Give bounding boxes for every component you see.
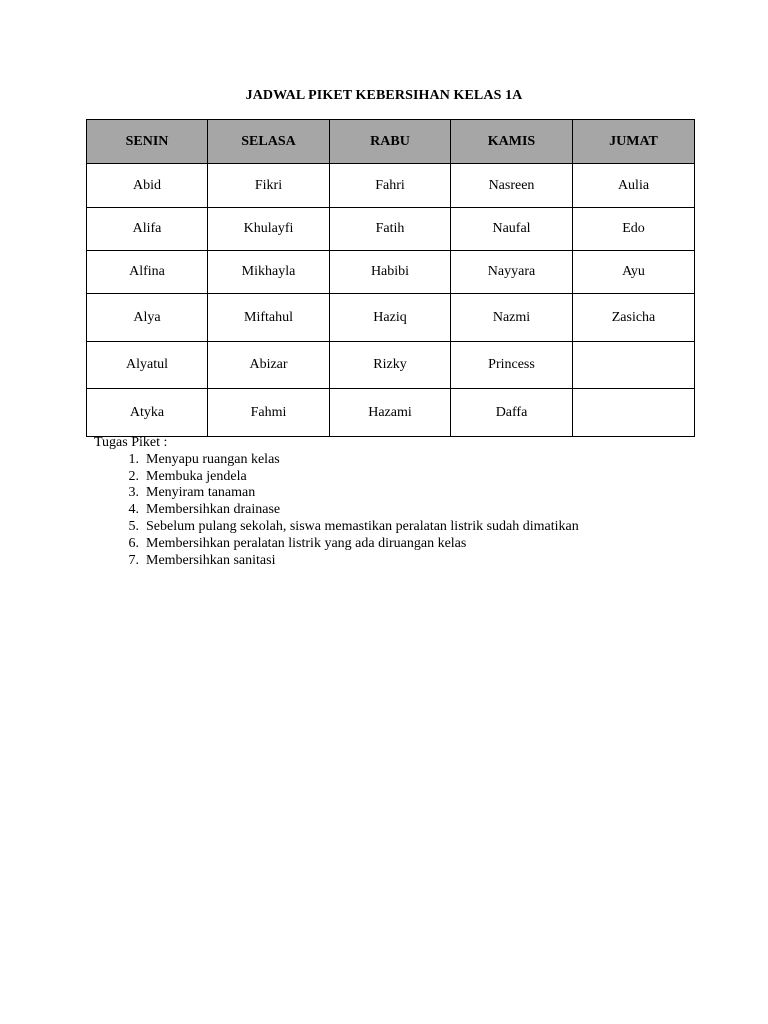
table-cell: Nazmi: [451, 294, 573, 342]
list-item: [94, 536, 734, 553]
list-item-number: 5.: [128, 518, 139, 534]
table-cell: Edo: [573, 208, 695, 251]
list-item-text: Membersihkan sanitasi: [146, 552, 276, 568]
table-cell: Hazami: [330, 389, 451, 437]
table-cell: Fahmi: [208, 389, 330, 437]
document-title: JADWAL PIKET KEBERSIHAN KELAS 1A: [245, 88, 523, 103]
table-cell: Khulayfi: [208, 208, 330, 251]
header-selasa: SELASA: [208, 120, 330, 164]
table-cell: Daffa: [451, 389, 573, 437]
table-cell: Alifa: [87, 208, 208, 251]
list-item-number: 6.: [128, 535, 139, 551]
table-cell: Nayyara: [451, 251, 573, 294]
list-item: [94, 485, 734, 502]
table-row: [87, 342, 695, 389]
list-item: [94, 553, 734, 570]
table-cell: Mikhayla: [208, 251, 330, 294]
list-item-text: Membuka jendela: [146, 468, 247, 484]
header-rabu: RABU: [330, 120, 451, 164]
list-item-text: Membersihkan drainase: [146, 502, 281, 518]
table-cell: Haziq: [330, 294, 451, 342]
list-item-text: Menyapu ruangan kelas: [146, 451, 280, 467]
table-cell: Abizar: [208, 342, 330, 389]
list-item-number: 1.: [128, 451, 139, 467]
list-item-number: 2.: [128, 468, 139, 484]
table-row: [87, 208, 695, 251]
table-row: [87, 164, 695, 208]
list-item: [94, 502, 734, 519]
schedule-header-row: [87, 120, 695, 164]
duties-label: Tugas Piket :: [94, 435, 168, 450]
table-cell: Atyka: [87, 389, 208, 437]
list-item-text: Membersihkan peralatan listrik yang ada diruangan kelas: [146, 535, 467, 551]
table-cell: Fikri: [208, 164, 330, 208]
list-item: [94, 519, 734, 536]
table-cell: Alyatul: [87, 342, 208, 389]
list-item: [94, 452, 734, 469]
table-cell: Miftahul: [208, 294, 330, 342]
list-item-text: Menyiram tanaman: [146, 485, 256, 501]
table-cell: Alfina: [87, 251, 208, 294]
table-cell: Zasicha: [573, 294, 695, 342]
list-item: [94, 469, 734, 486]
header-kamis: KAMIS: [451, 120, 573, 164]
table-cell: Princess: [451, 342, 573, 389]
table-row: [87, 389, 695, 437]
table-cell: Ayu: [573, 251, 695, 294]
table-cell: Alya: [87, 294, 208, 342]
header-jumat: JUMAT: [573, 120, 695, 164]
list-item-number: 4.: [128, 502, 139, 518]
list-item-number: 3.: [128, 485, 139, 501]
table-cell: Rizky: [330, 342, 451, 389]
table-cell: Fahri: [330, 164, 451, 208]
header-senin: SENIN: [87, 120, 208, 164]
list-item-text: Sebelum pulang sekolah, siswa memastikan peralatan listrik sudah dimatikan: [146, 518, 579, 534]
table-cell: [573, 389, 695, 437]
duties-section: [94, 435, 734, 569]
table-cell: Nasreen: [451, 164, 573, 208]
table-row: [87, 251, 695, 294]
table-cell: Abid: [87, 164, 208, 208]
table-cell: Habibi: [330, 251, 451, 294]
table-row: [87, 294, 695, 342]
table-cell: Aulia: [573, 164, 695, 208]
table-cell: [573, 342, 695, 389]
list-item-number: 7.: [128, 552, 139, 568]
schedule-table: [86, 119, 695, 437]
table-cell: Naufal: [451, 208, 573, 251]
duties-list: [94, 452, 734, 570]
table-cell: Fatih: [330, 208, 451, 251]
